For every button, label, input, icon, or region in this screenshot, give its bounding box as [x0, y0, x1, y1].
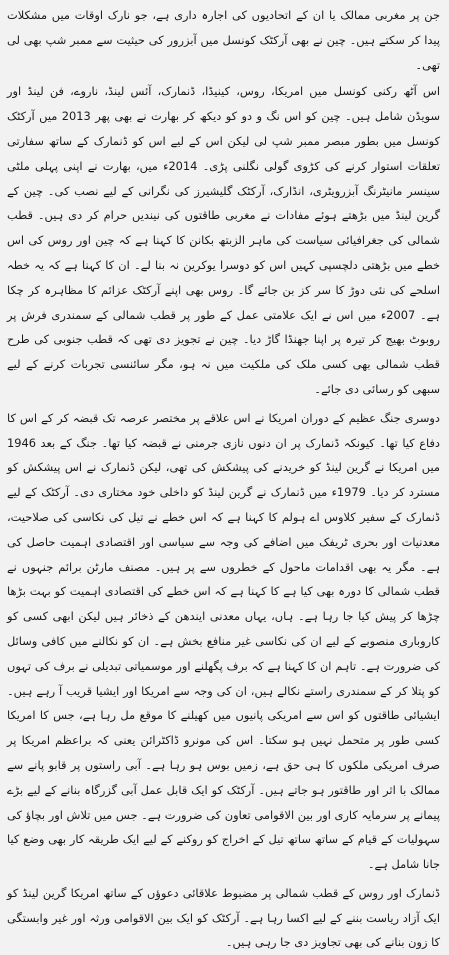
article-paragraph-4: ڈنمارک اور روس کے قطب شمالی پر مضبوط علاقائی دعوؤں کے ساتھ امریکا گرین لینڈ کو ایک آزاد ریاست بننے کے لیے اکسا رہا ہے۔ آرکٹک کو ایک بین الاقوامی ورثہ اور غیر وابستگی کا زون بنانے کی بھی تجاویز دی جا رہی ہیں۔ — [7, 885, 440, 950]
article-paragraph-3: دوسری جنگ عظیم کے دوران امریکا نے اس علاقے پر مختصر عرصہ تک قبضہ کر کے اس کا دفاع کیا تھا۔ کیونکہ ڈنمارک پر ان دنوں نازی جرمنی نے قبضہ کیا تھا۔ جنگ کے بعد 1946 میں امریکا نے گرین لینڈ کو خریدنے کی پیشکش کی تھی، لیکن ڈنمارک نے اس پیشکش کو مسترد کر دیا۔ 1979ء میں ڈنمارک نے گرین لینڈ کو داخلی خود مختاری دی۔ آرکٹک کے لیے ڈنمارک کے سفیر کلاوس اے ہولم کا کہنا ہے کہ اس خطے نے تیل کی نکاسی کی صلاحیت، معدنیات اور بحری ٹریفک میں اضافے کی وجہ سے سیاسی اور اقتصادی اہمیت حاصل کی ہے۔ مگر یہ بھی اقدامات ماحول کے خطروں سے پر ہیں۔ مصنف مارٹن برائم جنہوں نے قطب شمالی کا دورہ بھی کیا ہے کا کہنا ہے کہ اس خطے کی اقتصادی اہمیت کو بہت بڑھا چڑھا کر پیش کیا جا رہا ہے۔ ہاں، یہاں معدنی ایندھن کے ذخائر ہیں لیکن ابھی کسی کو کاروباری منصوبے کے لیے ان کی نکاسی غیر منافع بخش ہے۔ ان کو نکالنے میں کافی وسائل کی ضرورت ہے۔ تاہم ان کا کہنا ہے کہ برف پگھلنے اور موسمیاتی تبدیلی نے برف کی تہوں کو پتلا کر کے سمندری راستے نکالے ہیں، ان کی وجہ سے امریکا اور ایشیا قریب آ رہے ہیں۔ ایشیائی طاقتوں کو اس سے امریکی پانیوں میں کھیلنے کا موقع مل رہا ہے، جس کا امریکا کسی طور پر متحمل نہیں ہو سکتا۔ اس کی مونرو ڈاکٹرائن یعنی کہ براعظم امریکا پر صرف امریکی ملکوں کا ہی حق ہے، زمیں بوس ہو رہا ہے۔ آبی راستوں پر قابو پانے سے ممالک با اثر اور طاقتور ہو جاتے ہیں۔ آرکٹک کو ایک قابل عمل آبی گزرگاہ بنانے کے لیے بڑے پیمانے پر سرمایہ کاری اور بین الاقوامی تعاون کی ضرورت ہے۔ جس میں تلاش اور بچاؤ کی سہولیات کے قیام کے ساتھ ساتھ تیل کے اخراج کو روکنے کے لیے ایک طریقہ کار بھی وضع کیا جانا شامل ہے۔ — [7, 410, 440, 872]
article-paragraph-1: جن پر مغربی ممالک یا ان کے اتحادیوں کی اجارہ داری ہے، جو نارک اوقات میں مشکلات پیدا کر سکتے ہیں۔ چین نے بھی آرکٹک کونسل میں آبزرور کی حیثیت سے ممبر شپ بھی لی تھی۔ — [7, 8, 440, 72]
article-paragraph-2: اس آٹھ رکنی کونسل میں امریکا، روس، کینیڈا، ڈنمارک، آئس لینڈ، ناروے، فن لینڈ اور سویڈن شامل ہیں۔ چین کو اس نگ و دو کو دیکھ کر بھارت نے بھی پھر 2013 میں آرکٹک کونسل میں بطور مبصر ممبر شپ لی لیکن اس کے لیے اس کو ڈنمارک کے ساتھ سفارتی تعلقات استوار کرنے کی کڑوی گولی نگلنی پڑی۔ 2014ء میں، بھارت نے اپنی پہلی ملٹی سینسر مانیٹرنگ آبزرویٹری، انڈارک، آرکٹک گلیشیرز کی نگرانی کے لیے نصب کی۔ چین کے گرین لینڈ میں بڑھتے ہوئے مفادات نے مغربی طاقتوں کی نیندیں حرام کر دی ہیں۔ قطب شمالی کی جغرافیائی سیاست کی ماہر الزبتھ بکانن کا کہنا ہے کہ چین اور روس کی اس خطے میں بڑھتی دلچسپی کہیں اس کو دوسرا یوکرین نہ بنا لے۔ ان کا کہنا ہے کہ یہ خطہ اسلحے کی نئی دوڑ کا سر کز بن جائے گا۔ روس بھی اپنے آرکٹک عزائم کا مظاہرہ کر چکا ہے۔ 2007ء میں اس نے ایک علامتی عمل کے طور پر قطب شمالی کے سمندری فرش پر روبوٹ بھیج کر تیرہ پر اپنا جھنڈا گاڑ دیا۔ چین نے تجویز دی تھی کہ قطب جنوبی کی طرح قطب شمالی بھی کسی ملک کی ملکیت میں نہ ہو، مگر سائنسی تجربات کرنے کے لیے سبھی کو رسائی دی جائے۔ — [7, 84, 440, 396]
